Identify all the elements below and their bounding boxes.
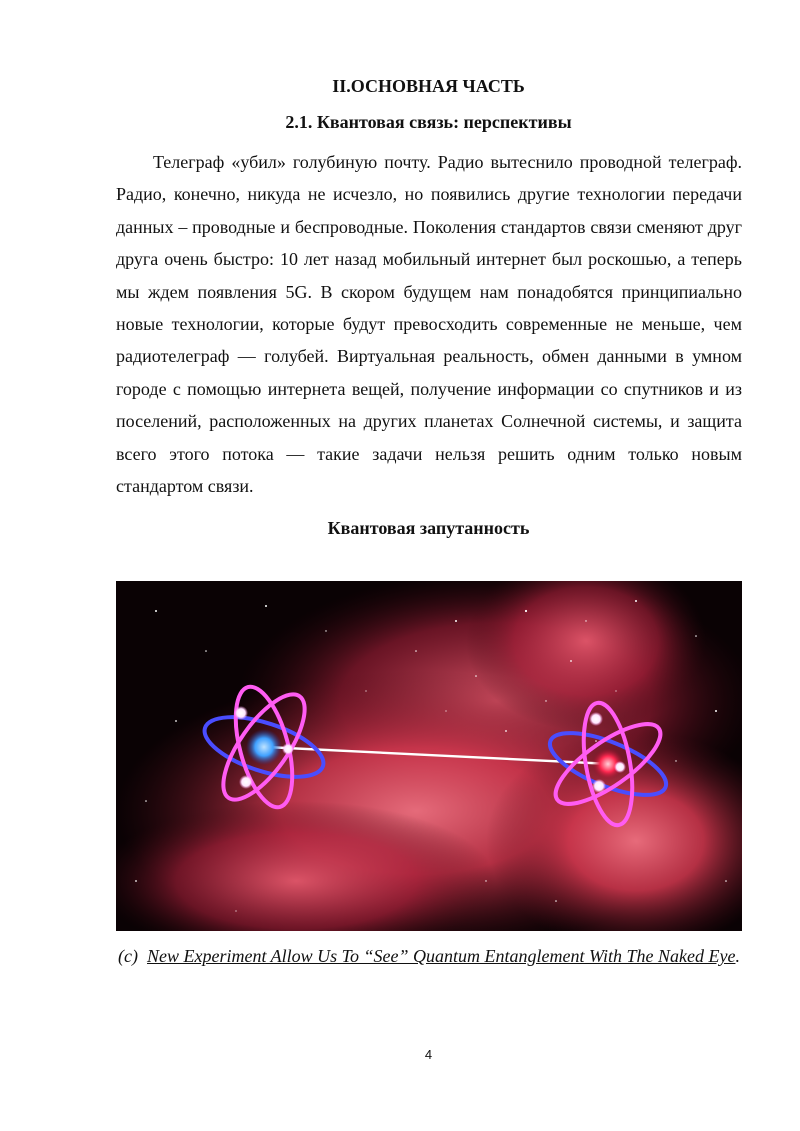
figure-caption: [116, 940, 742, 972]
page-number: 4: [424, 1047, 433, 1062]
caption-source-link[interactable]: New Experiment Allow Us To “See” Quantum Entanglement With The Naked Eye: [147, 946, 736, 966]
entanglement-illustration: [116, 581, 742, 931]
caption-prefix: (c): [118, 946, 139, 966]
section-heading: II.ОСНОВНАЯ ЧАСТЬ: [332, 76, 525, 96]
entanglement-svg: [116, 581, 742, 931]
caption-suffix: .: [735, 946, 740, 966]
body-paragraph: [116, 146, 742, 502]
figure-heading: Квантовая запутанность: [327, 518, 530, 538]
paragraph-text: Телеграф «убил» голубиную почту. Радио вытеснило проводной телеграф. Радио, конечно, никуда не исчезло, но появились другие технологии передачи данных – проводные и беспроводные. Поколения стандартов связи сменяют друг друга очень быстро: 10 лет назад мобильный интернет был роскошью, а теперь мы ждем появления 5G. В скором будущем нам понадобятся принципиально новые технологии, которые будут превосходить современные не меньше, чем радиотелеграф — голубей. Виртуальная реальность, обмен данными в умном городе с помощью интернета вещей, получение информации со спутников и из поселений, расположенных на других планетах Солнечной системы, и защита всего этого потока — такие задачи нельзя решить одним только новым стандартом связи.: [116, 152, 742, 497]
subsection-heading: 2.1. Квантовая связь: перспективы: [285, 112, 572, 132]
